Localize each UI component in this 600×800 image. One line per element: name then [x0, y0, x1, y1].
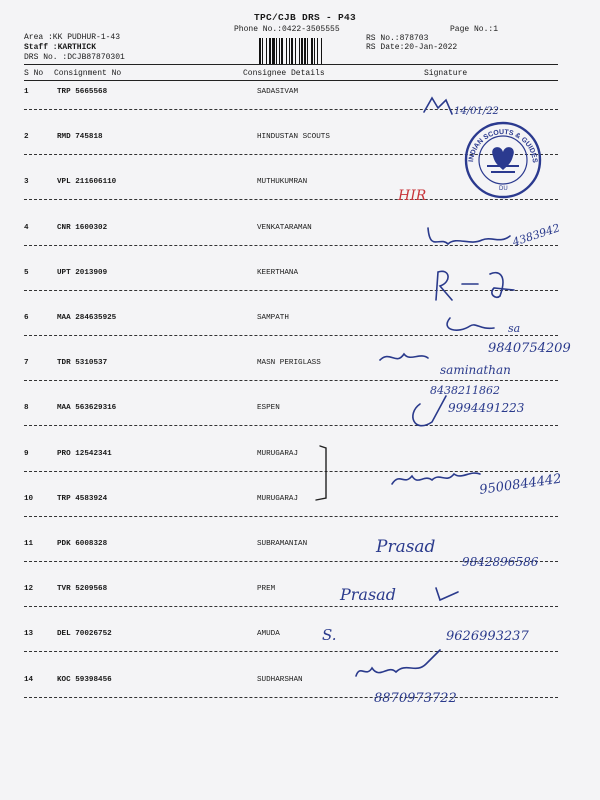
- barcode-bar: [321, 38, 322, 65]
- hw-row11-phone: 9842896586: [462, 555, 539, 569]
- row-consignment-no: KOC 59398456: [57, 675, 112, 684]
- row-consignment-no: TVR 5209568: [57, 585, 108, 594]
- row-sno: 6: [24, 314, 29, 322]
- signature-row10: [392, 473, 480, 484]
- row-consignee: SAMPATH: [257, 314, 289, 322]
- barcode-bar: [307, 38, 308, 65]
- drs-number: DRS No. :DCJB87870301: [24, 53, 125, 62]
- row-divider: [24, 199, 558, 200]
- row-divider: [24, 245, 558, 246]
- barcode-bar: [286, 38, 287, 65]
- signature-row7: [380, 354, 428, 360]
- row-consignment-no: TRP 4583924: [57, 494, 108, 503]
- scouts-stamp: [466, 123, 540, 197]
- row-consignment-no: RMD 745818: [57, 133, 103, 142]
- svg-text:INDIAN SCOUTS & GUIDES: [468, 129, 538, 164]
- row-consignment-no: TDR 5310537: [57, 359, 108, 368]
- row-consignment-no: TRP 5665568: [57, 88, 108, 96]
- row-consignment-no: MAA 284635925: [57, 314, 117, 322]
- row-sno: 8: [24, 404, 29, 413]
- row-consignee: VENKATARAMAN: [257, 223, 312, 232]
- row-consignment-no: PDK 6008328: [57, 540, 108, 548]
- rs-number: RS No.:878703: [366, 34, 429, 43]
- barcode-bar: [281, 38, 283, 65]
- row-divider: [24, 606, 558, 607]
- barcode-bar: [276, 38, 277, 65]
- row-divider: [24, 697, 558, 698]
- hw-row14-phone: 8870973722: [374, 691, 457, 706]
- column-header-sno: S No: [24, 69, 44, 78]
- barcode-bar: [259, 38, 261, 65]
- barcode-bar: [314, 38, 315, 65]
- barcode-bar: [291, 38, 293, 65]
- row-divider: [24, 335, 558, 336]
- column-header-signature: Signature: [424, 69, 468, 78]
- row-sno: 7: [24, 359, 29, 368]
- row-sno: 3: [24, 178, 29, 187]
- page-number: Page No.:1: [450, 25, 499, 34]
- report-title: TPC/CJB DRS - P43: [254, 12, 357, 23]
- hw-row12-sign: Prasad: [340, 585, 396, 604]
- row-consignee: KEERTHANA: [257, 268, 299, 277]
- column-header-consignment: Consignment No: [54, 69, 122, 78]
- hw-row10-phone: 9500844442: [478, 471, 563, 498]
- barcode-image: [259, 38, 361, 65]
- hw-row1-date: 14/01/22: [454, 106, 499, 117]
- rs-date: RS Date:20-Jan-2022: [366, 43, 458, 52]
- row-sno: 11: [24, 540, 34, 548]
- row-consignment-no: PRO 12542341: [57, 449, 112, 458]
- row-consignee: MURUGARAJ: [257, 494, 299, 503]
- hw-row4-phone: 4383942: [510, 221, 562, 249]
- row-sno: 14: [24, 675, 34, 684]
- row-divider: [24, 425, 558, 426]
- column-header-consignee: Consignee Details: [243, 69, 325, 78]
- signature-row12-extra: [436, 588, 458, 600]
- barcode-bar: [279, 38, 280, 65]
- row-consignment-no: DEL 70026752: [57, 630, 112, 639]
- hw-row8-phone: 9994491223: [448, 401, 525, 415]
- row-sno: 12: [24, 585, 34, 594]
- signature-row1: [424, 98, 452, 114]
- row-sno: 1: [24, 88, 29, 96]
- header-rule-top: [24, 64, 558, 65]
- barcode-bar: [301, 38, 303, 65]
- barcode-bar: [304, 38, 306, 65]
- row-consignee: MASN PERIGLASS: [257, 359, 321, 368]
- barcode-bar: [266, 38, 267, 65]
- row-sno: 4: [24, 223, 29, 232]
- signature-row8: [413, 396, 446, 426]
- barcode-bar: [269, 38, 271, 65]
- barcode-bar: [272, 38, 275, 65]
- row-consignee: SUDHARSHAN: [257, 675, 303, 684]
- area-label: Area :KK PUDHUR-1-43: [24, 33, 121, 42]
- signature-row5: [436, 271, 514, 300]
- row-sno: 10: [24, 494, 34, 503]
- barcode-bar: [289, 38, 290, 65]
- row-divider: [24, 290, 558, 291]
- row-consignee: MURUGARAJ: [257, 449, 299, 458]
- row-consignee: ESPEN: [257, 404, 280, 413]
- row-sno: 2: [24, 133, 29, 142]
- barcode-bar: [317, 38, 318, 65]
- barcode-bar: [295, 38, 296, 65]
- row-consignee: MUTHUKUMRAN: [257, 178, 308, 187]
- stamp-text: INDIAN SCOUTS & GUIDES: [468, 128, 539, 164]
- signature-row4: [428, 228, 510, 244]
- row-consignment-no: MAA 563629316: [57, 404, 117, 413]
- row-consignee: HINDUSTAN SCOUTS: [257, 133, 330, 142]
- signature-row14: [356, 650, 440, 676]
- hw-row7-sign: saminathan: [440, 363, 511, 377]
- bracket-mark: [316, 446, 326, 500]
- row-divider: [24, 154, 558, 155]
- hw-row11-sign: Prasad: [376, 537, 436, 557]
- row-divider: [24, 109, 558, 110]
- row-consignee: SUBRAMANIAN: [257, 540, 308, 548]
- hw-row13-phone: 9626993237: [446, 629, 529, 644]
- row-sno: 5: [24, 268, 29, 277]
- row-consignment-no: VPL 211606110: [57, 178, 117, 187]
- barcode-bar: [299, 38, 300, 65]
- stamp-sub: DU: [499, 186, 508, 192]
- barcode-bar: [262, 38, 263, 65]
- staff-label: Staff :KARTHICK: [24, 43, 97, 52]
- row-consignee: AMUDA: [257, 630, 280, 639]
- hw-row13-sign: S.: [322, 626, 337, 644]
- row-consignee: PREM: [257, 585, 276, 594]
- row-consignee: SADASIVAM: [257, 88, 299, 96]
- header-rule-bottom: [24, 80, 558, 81]
- row-divider: [24, 471, 558, 472]
- signature-row6: [447, 318, 494, 330]
- hw-row6-phone: 9840754209: [488, 341, 571, 356]
- hw-row3-mark: HIR: [398, 188, 427, 204]
- hw-row6-sign: sa: [508, 322, 521, 335]
- row-divider: [24, 561, 558, 562]
- row-sno: 9: [24, 449, 29, 458]
- row-consignment-no: CNR 1600302: [57, 223, 108, 232]
- row-divider: [24, 380, 558, 381]
- row-sno: 13: [24, 630, 34, 639]
- phone-number: Phone No.:0422-3505555: [234, 25, 340, 34]
- hw-row7-phone: 8438211862: [430, 384, 500, 397]
- row-divider: [24, 651, 558, 652]
- row-divider: [24, 516, 558, 517]
- row-consignment-no: UPT 2013909: [57, 268, 108, 277]
- barcode-bar: [311, 38, 313, 65]
